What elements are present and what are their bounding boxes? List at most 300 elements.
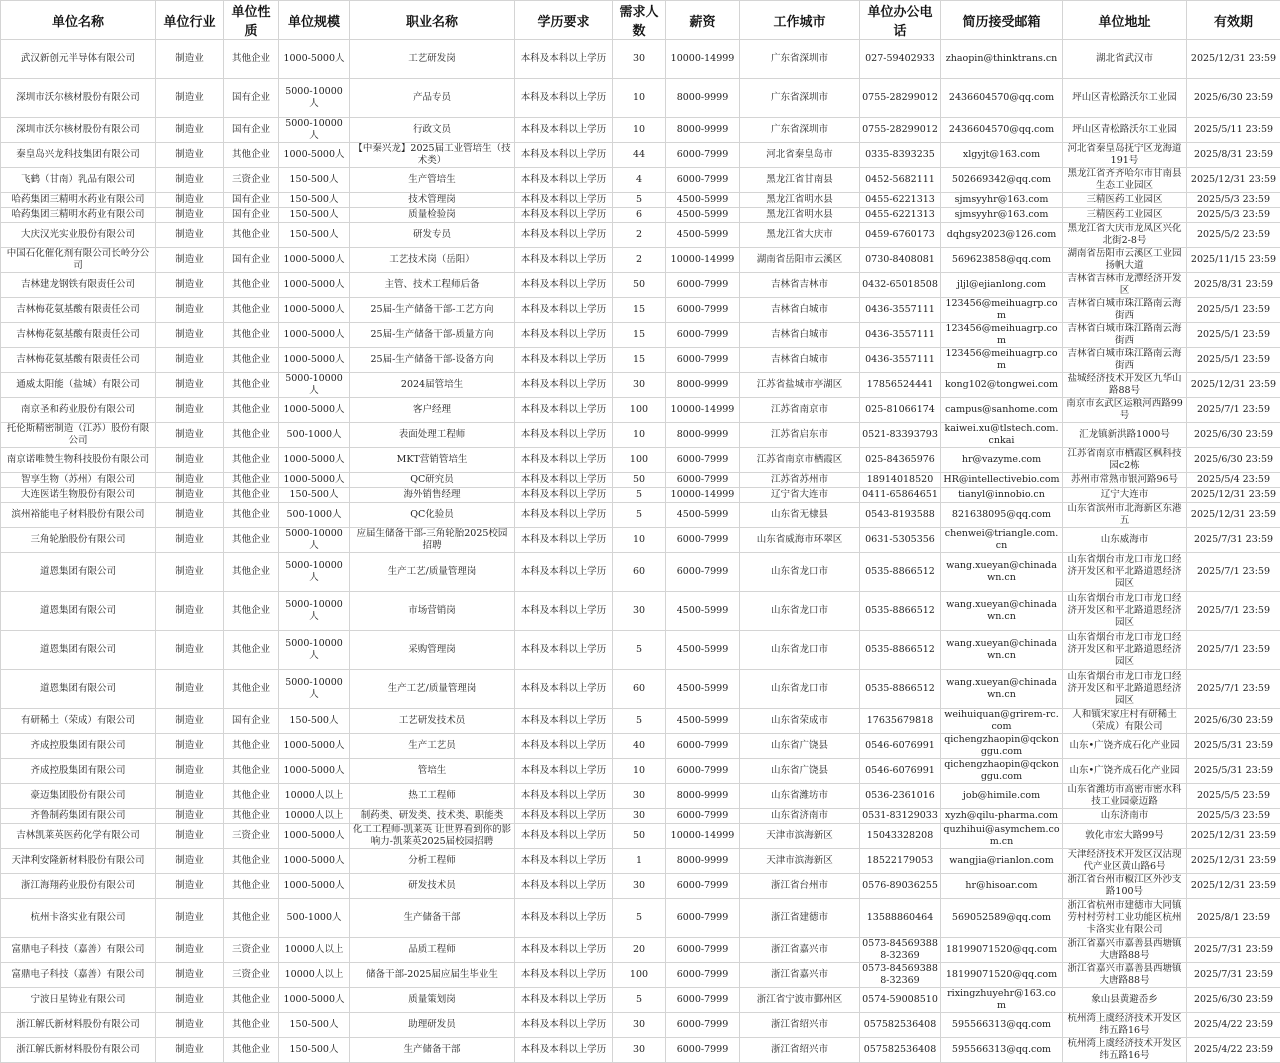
cell-company-type[interactable]: 其他企业 — [224, 503, 279, 528]
cell-company-type[interactable]: 其他企业 — [224, 988, 279, 1013]
cell-address[interactable]: 山东济南市 — [1063, 809, 1187, 824]
cell-headcount[interactable]: 30 — [613, 40, 666, 79]
cell-resume-email[interactable]: 2436604570@qq.com — [941, 79, 1063, 118]
table-row[interactable] — [1, 448, 1280, 473]
cell-education[interactable]: 本科及本科以上学历 — [515, 631, 613, 670]
cell-company-name[interactable]: 大庆汉光实业股份有限公司 — [1, 223, 156, 248]
cell-headcount[interactable]: 10 — [613, 79, 666, 118]
cell-education[interactable]: 本科及本科以上学历 — [515, 398, 613, 423]
cell-salary[interactable]: 6000-7999 — [666, 473, 740, 488]
cell-headcount[interactable]: 60 — [613, 670, 666, 709]
cell-resume-email[interactable]: 123456@meihuagrp.com — [941, 298, 1063, 323]
cell-education[interactable]: 本科及本科以上学历 — [515, 423, 613, 448]
cell-address[interactable]: 山东省潍坊市高密市密水科技工业园豪迈路 — [1063, 784, 1187, 809]
cell-work-city[interactable]: 广东省深圳市 — [740, 40, 860, 79]
cell-education[interactable]: 本科及本科以上学历 — [515, 248, 613, 273]
cell-education[interactable]: 本科及本科以上学历 — [515, 40, 613, 79]
cell-job-title[interactable]: 研发技术员 — [350, 874, 515, 899]
table-row[interactable] — [1, 784, 1280, 809]
cell-job-title[interactable]: 2024届管培生 — [350, 373, 515, 398]
cell-company-size[interactable]: 150-500人 — [279, 1013, 350, 1038]
cell-resume-email[interactable]: job@himile.com — [941, 784, 1063, 809]
header-validity[interactable]: 有效期 — [1187, 1, 1280, 40]
cell-address[interactable]: 三精医药工业园区 — [1063, 193, 1187, 208]
cell-education[interactable]: 本科及本科以上学历 — [515, 528, 613, 553]
cell-company-name[interactable]: 吉林梅花氨基酸有限责任公司 — [1, 323, 156, 348]
cell-headcount[interactable]: 60 — [613, 553, 666, 592]
cell-salary[interactable]: 6000-7999 — [666, 963, 740, 988]
table-row[interactable] — [1, 273, 1280, 298]
cell-validity[interactable]: 2025/7/31 23:59 — [1187, 963, 1280, 988]
cell-address[interactable]: 天津经济技术开发区汉沽现代产业区黄山路6号 — [1063, 849, 1187, 874]
cell-office-phone[interactable]: 0546-6076991 — [860, 759, 941, 784]
cell-salary[interactable]: 6000-7999 — [666, 448, 740, 473]
cell-resume-email[interactable]: kaiwei.xu@tlstech.com.cnkai — [941, 423, 1063, 448]
cell-work-city[interactable]: 浙江省宁波市鄞州区 — [740, 988, 860, 1013]
cell-validity[interactable]: 2025/6/30 23:59 — [1187, 423, 1280, 448]
cell-industry[interactable]: 制造业 — [156, 670, 224, 709]
cell-education[interactable]: 本科及本科以上学历 — [515, 323, 613, 348]
cell-office-phone[interactable]: 0573-845693888-32369 — [860, 938, 941, 963]
cell-company-name[interactable]: 天津利安隆新材料股份有限公司 — [1, 849, 156, 874]
cell-validity[interactable]: 2025/7/31 23:59 — [1187, 938, 1280, 963]
cell-education[interactable]: 本科及本科以上学历 — [515, 488, 613, 503]
cell-salary[interactable]: 4500-5999 — [666, 631, 740, 670]
cell-office-phone[interactable]: 0536-2361016 — [860, 784, 941, 809]
cell-office-phone[interactable]: 0455-6221313 — [860, 208, 941, 223]
cell-address[interactable]: 人和镇宋家庄村有研稀土（荣成）有限公司 — [1063, 709, 1187, 734]
cell-resume-email[interactable]: 2436604570@qq.com — [941, 118, 1063, 143]
cell-company-type[interactable]: 其他企业 — [224, 849, 279, 874]
cell-company-type[interactable]: 国有企业 — [224, 208, 279, 223]
cell-office-phone[interactable]: 0535-8866512 — [860, 670, 941, 709]
cell-company-type[interactable]: 其他企业 — [224, 398, 279, 423]
cell-company-size[interactable]: 5000-10000人 — [279, 528, 350, 553]
cell-headcount[interactable]: 2 — [613, 223, 666, 248]
cell-industry[interactable]: 制造业 — [156, 759, 224, 784]
cell-company-type[interactable]: 其他企业 — [224, 874, 279, 899]
cell-resume-email[interactable]: wang.xueyan@chinadawn.cn — [941, 592, 1063, 631]
table-row[interactable] — [1, 298, 1280, 323]
cell-address[interactable]: 浙江省嘉兴市嘉善县西塘镇大唐路88号 — [1063, 938, 1187, 963]
cell-resume-email[interactable]: rixingzhuyehr@163.com — [941, 988, 1063, 1013]
cell-validity[interactable]: 2025/12/31 23:59 — [1187, 373, 1280, 398]
cell-address[interactable]: 山东省滨州市北海新区东港五 — [1063, 503, 1187, 528]
cell-address[interactable]: 吉林省白城市珠江路南云海街西 — [1063, 298, 1187, 323]
cell-job-title[interactable]: 25届-生产储备干部-设备方向 — [350, 348, 515, 373]
cell-validity[interactable]: 2025/5/11 23:59 — [1187, 118, 1280, 143]
table-row[interactable] — [1, 473, 1280, 488]
cell-industry[interactable]: 制造业 — [156, 448, 224, 473]
cell-address[interactable]: 湖北省武汉市 — [1063, 40, 1187, 79]
cell-industry[interactable]: 制造业 — [156, 473, 224, 488]
cell-office-phone[interactable]: 0755-28299012 — [860, 79, 941, 118]
cell-resume-email[interactable]: wang.xueyan@chinadawn.cn — [941, 631, 1063, 670]
cell-address[interactable]: 辽宁大连市 — [1063, 488, 1187, 503]
cell-address[interactable]: 山东•广饶齐成石化产业园 — [1063, 734, 1187, 759]
cell-resume-email[interactable]: quzhihui@asymchem.com.cn — [941, 824, 1063, 849]
cell-company-type[interactable]: 其他企业 — [224, 631, 279, 670]
cell-validity[interactable]: 2025/12/31 23:59 — [1187, 503, 1280, 528]
cell-company-size[interactable]: 5000-10000人 — [279, 79, 350, 118]
table-row[interactable] — [1, 118, 1280, 143]
cell-company-name[interactable]: 富鼎电子科技（嘉善）有限公司 — [1, 938, 156, 963]
cell-resume-email[interactable]: hr@hisoar.com — [941, 874, 1063, 899]
cell-work-city[interactable]: 江苏省启东市 — [740, 423, 860, 448]
cell-education[interactable]: 本科及本科以上学历 — [515, 473, 613, 488]
cell-headcount[interactable]: 30 — [613, 1013, 666, 1038]
cell-resume-email[interactable]: 569052589@qq.com — [941, 899, 1063, 938]
cell-office-phone[interactable]: 0411-65864651 — [860, 488, 941, 503]
cell-validity[interactable]: 2025/4/22 23:59 — [1187, 1013, 1280, 1038]
cell-company-type[interactable]: 其他企业 — [224, 592, 279, 631]
cell-office-phone[interactable]: 0521-83393793 — [860, 423, 941, 448]
cell-company-size[interactable]: 1000-5000人 — [279, 248, 350, 273]
cell-address[interactable]: 湖南省岳阳市云溪区工业园扬帆大道 — [1063, 248, 1187, 273]
cell-industry[interactable]: 制造业 — [156, 1038, 224, 1063]
cell-company-name[interactable]: 道恩集团有限公司 — [1, 631, 156, 670]
cell-industry[interactable]: 制造业 — [156, 1013, 224, 1038]
cell-validity[interactable]: 2025/12/31 23:59 — [1187, 168, 1280, 193]
cell-education[interactable]: 本科及本科以上学历 — [515, 670, 613, 709]
cell-salary[interactable]: 8000-9999 — [666, 423, 740, 448]
cell-address[interactable]: 浙江省台州市椒江区外沙支路100号 — [1063, 874, 1187, 899]
cell-work-city[interactable]: 浙江省嘉兴市 — [740, 938, 860, 963]
cell-headcount[interactable]: 10 — [613, 423, 666, 448]
cell-headcount[interactable]: 30 — [613, 373, 666, 398]
cell-salary[interactable]: 4500-5999 — [666, 592, 740, 631]
cell-salary[interactable]: 4500-5999 — [666, 709, 740, 734]
cell-work-city[interactable]: 山东省济南市 — [740, 809, 860, 824]
cell-company-size[interactable]: 150-500人 — [279, 208, 350, 223]
cell-work-city[interactable]: 山东省龙口市 — [740, 631, 860, 670]
cell-company-size[interactable]: 150-500人 — [279, 488, 350, 503]
cell-resume-email[interactable]: wangjia@rianlon.com — [941, 849, 1063, 874]
cell-company-size[interactable]: 1000-5000人 — [279, 874, 350, 899]
cell-company-size[interactable]: 5000-10000人 — [279, 553, 350, 592]
table-row[interactable] — [1, 40, 1280, 79]
cell-job-title[interactable]: 生产工艺/质量管理岗 — [350, 670, 515, 709]
header-headcount[interactable]: 需求人数 — [613, 1, 666, 40]
cell-salary[interactable]: 10000-14999 — [666, 40, 740, 79]
cell-company-type[interactable]: 其他企业 — [224, 528, 279, 553]
cell-work-city[interactable]: 山东省广饶县 — [740, 734, 860, 759]
cell-office-phone[interactable]: 027-59402933 — [860, 40, 941, 79]
cell-company-size[interactable]: 500-1000人 — [279, 899, 350, 938]
cell-validity[interactable]: 2025/5/3 23:59 — [1187, 208, 1280, 223]
cell-salary[interactable]: 6000-7999 — [666, 348, 740, 373]
cell-education[interactable]: 本科及本科以上学历 — [515, 759, 613, 784]
cell-salary[interactable]: 6000-7999 — [666, 168, 740, 193]
cell-work-city[interactable]: 江苏省盐城市亭湖区 — [740, 373, 860, 398]
cell-headcount[interactable]: 10 — [613, 528, 666, 553]
cell-company-type[interactable]: 国有企业 — [224, 118, 279, 143]
table-row[interactable] — [1, 488, 1280, 503]
cell-headcount[interactable]: 100 — [613, 963, 666, 988]
cell-office-phone[interactable]: 0436-3557111 — [860, 298, 941, 323]
cell-industry[interactable]: 制造业 — [156, 809, 224, 824]
cell-industry[interactable]: 制造业 — [156, 143, 224, 168]
cell-work-city[interactable]: 山东省龙口市 — [740, 670, 860, 709]
cell-education[interactable]: 本科及本科以上学历 — [515, 849, 613, 874]
cell-industry[interactable]: 制造业 — [156, 168, 224, 193]
cell-company-name[interactable]: 南京诺唯赞生物科技股份有限公司 — [1, 448, 156, 473]
table-row[interactable] — [1, 348, 1280, 373]
table-row[interactable] — [1, 1038, 1280, 1063]
cell-address[interactable]: 山东•广饶齐成石化产业园 — [1063, 759, 1187, 784]
cell-company-size[interactable]: 1000-5000人 — [279, 448, 350, 473]
cell-work-city[interactable]: 吉林省白城市 — [740, 348, 860, 373]
header-work-city[interactable]: 工作城市 — [740, 1, 860, 40]
cell-validity[interactable]: 2025/5/5 23:59 — [1187, 784, 1280, 809]
cell-office-phone[interactable]: 0631-5305356 — [860, 528, 941, 553]
cell-headcount[interactable]: 30 — [613, 1038, 666, 1063]
cell-resume-email[interactable]: sjmsyyhr@163.com — [941, 208, 1063, 223]
cell-address[interactable]: 黑龙江省大庆市龙凤区兴化北街2-8号 — [1063, 223, 1187, 248]
cell-company-type[interactable]: 三资企业 — [224, 824, 279, 849]
cell-headcount[interactable]: 5 — [613, 988, 666, 1013]
cell-work-city[interactable]: 天津市滨海新区 — [740, 849, 860, 874]
cell-education[interactable]: 本科及本科以上学历 — [515, 553, 613, 592]
cell-company-type[interactable]: 其他企业 — [224, 323, 279, 348]
cell-office-phone[interactable]: 057582536408 — [860, 1038, 941, 1063]
cell-validity[interactable]: 2025/7/1 23:59 — [1187, 631, 1280, 670]
cell-office-phone[interactable]: 13588860464 — [860, 899, 941, 938]
cell-company-size[interactable]: 1000-5000人 — [279, 323, 350, 348]
cell-resume-email[interactable]: tianyl@innobio.cn — [941, 488, 1063, 503]
cell-education[interactable]: 本科及本科以上学历 — [515, 963, 613, 988]
cell-office-phone[interactable]: 0730-8408081 — [860, 248, 941, 273]
cell-office-phone[interactable]: 18522179053 — [860, 849, 941, 874]
cell-job-title[interactable]: 市场营销岗 — [350, 592, 515, 631]
cell-industry[interactable]: 制造业 — [156, 193, 224, 208]
cell-work-city[interactable]: 山东省无棣县 — [740, 503, 860, 528]
cell-company-name[interactable]: 滨州裕能电子材料股份有限公司 — [1, 503, 156, 528]
cell-job-title[interactable]: 生产管培生 — [350, 168, 515, 193]
cell-education[interactable]: 本科及本科以上学历 — [515, 143, 613, 168]
cell-company-size[interactable]: 150-500人 — [279, 193, 350, 208]
cell-industry[interactable]: 制造业 — [156, 824, 224, 849]
cell-job-title[interactable]: 25届-生产储备干部-工艺方向 — [350, 298, 515, 323]
cell-job-title[interactable]: MKT营销管培生 — [350, 448, 515, 473]
cell-industry[interactable]: 制造业 — [156, 631, 224, 670]
cell-salary[interactable]: 6000-7999 — [666, 874, 740, 899]
cell-company-name[interactable]: 吉林梅花氨基酸有限责任公司 — [1, 348, 156, 373]
cell-work-city[interactable]: 吉林省白城市 — [740, 298, 860, 323]
cell-company-type[interactable]: 三资企业 — [224, 168, 279, 193]
cell-industry[interactable]: 制造业 — [156, 248, 224, 273]
cell-company-type[interactable]: 其他企业 — [224, 670, 279, 709]
cell-education[interactable]: 本科及本科以上学历 — [515, 709, 613, 734]
cell-resume-email[interactable]: 569623858@qq.com — [941, 248, 1063, 273]
cell-work-city[interactable]: 浙江省绍兴市 — [740, 1038, 860, 1063]
cell-work-city[interactable]: 江苏省苏州市 — [740, 473, 860, 488]
cell-office-phone[interactable]: 0335-8393235 — [860, 143, 941, 168]
cell-salary[interactable]: 4500-5999 — [666, 223, 740, 248]
cell-salary[interactable]: 8000-9999 — [666, 373, 740, 398]
cell-validity[interactable]: 2025/5/3 23:59 — [1187, 809, 1280, 824]
cell-job-title[interactable]: QC化验员 — [350, 503, 515, 528]
cell-industry[interactable]: 制造业 — [156, 709, 224, 734]
header-company-size[interactable]: 单位规模 — [279, 1, 350, 40]
cell-salary[interactable]: 4500-5999 — [666, 193, 740, 208]
cell-salary[interactable]: 6000-7999 — [666, 988, 740, 1013]
cell-company-size[interactable]: 1000-5000人 — [279, 273, 350, 298]
cell-validity[interactable]: 2025/5/4 23:59 — [1187, 473, 1280, 488]
cell-resume-email[interactable]: 123456@meihuagrp.com — [941, 323, 1063, 348]
cell-validity[interactable]: 2025/8/31 23:59 — [1187, 143, 1280, 168]
cell-industry[interactable]: 制造业 — [156, 223, 224, 248]
cell-office-phone[interactable]: 0573-845693888-32369 — [860, 963, 941, 988]
cell-industry[interactable]: 制造业 — [156, 592, 224, 631]
cell-company-size[interactable]: 10000人以上 — [279, 809, 350, 824]
cell-company-size[interactable]: 1000-5000人 — [279, 734, 350, 759]
cell-job-title[interactable]: 主管、技术工程师后备 — [350, 273, 515, 298]
cell-validity[interactable]: 2025/5/1 23:59 — [1187, 348, 1280, 373]
cell-job-title[interactable]: 25届-生产储备干部-质量方向 — [350, 323, 515, 348]
table-row[interactable] — [1, 248, 1280, 273]
cell-office-phone[interactable]: 0436-3557111 — [860, 323, 941, 348]
table-row[interactable] — [1, 963, 1280, 988]
cell-address[interactable]: 吉林省白城市珠江路南云海街西 — [1063, 323, 1187, 348]
cell-headcount[interactable]: 20 — [613, 938, 666, 963]
cell-job-title[interactable]: 助理研发员 — [350, 1013, 515, 1038]
cell-industry[interactable]: 制造业 — [156, 118, 224, 143]
cell-office-phone[interactable]: 0535-8866512 — [860, 631, 941, 670]
cell-headcount[interactable]: 10 — [613, 118, 666, 143]
cell-office-phone[interactable]: 0455-6221313 — [860, 193, 941, 208]
cell-company-type[interactable]: 其他企业 — [224, 448, 279, 473]
cell-company-size[interactable]: 150-500人 — [279, 223, 350, 248]
cell-work-city[interactable]: 广东省深圳市 — [740, 118, 860, 143]
cell-address[interactable]: 苏州市常熟市银河路96号 — [1063, 473, 1187, 488]
cell-job-title[interactable]: 生产储备干部 — [350, 1038, 515, 1063]
cell-industry[interactable]: 制造业 — [156, 79, 224, 118]
cell-job-title[interactable]: 工艺研发技术员 — [350, 709, 515, 734]
cell-office-phone[interactable]: 18914018520 — [860, 473, 941, 488]
header-salary[interactable]: 薪资 — [666, 1, 740, 40]
cell-job-title[interactable]: 【中秦兴龙】2025届工业管培生（技术类） — [350, 143, 515, 168]
cell-company-type[interactable]: 其他企业 — [224, 373, 279, 398]
cell-company-type[interactable]: 其他企业 — [224, 40, 279, 79]
cell-company-name[interactable]: 通威太阳能（盐城）有限公司 — [1, 373, 156, 398]
cell-work-city[interactable]: 黑龙江省大庆市 — [740, 223, 860, 248]
header-job-title[interactable]: 职业名称 — [350, 1, 515, 40]
cell-headcount[interactable]: 30 — [613, 592, 666, 631]
cell-job-title[interactable]: 储备干部-2025届应届生毕业生 — [350, 963, 515, 988]
cell-office-phone[interactable]: 0531-83129033 — [860, 809, 941, 824]
cell-education[interactable]: 本科及本科以上学历 — [515, 988, 613, 1013]
cell-company-size[interactable]: 1000-5000人 — [279, 40, 350, 79]
cell-resume-email[interactable]: wang.xueyan@chinadawn.cn — [941, 670, 1063, 709]
table-row[interactable] — [1, 79, 1280, 118]
cell-work-city[interactable]: 山东省广饶县 — [740, 759, 860, 784]
cell-office-phone[interactable]: 0432-65018508 — [860, 273, 941, 298]
cell-salary[interactable]: 6000-7999 — [666, 528, 740, 553]
cell-resume-email[interactable]: qichengzhaopin@qckonggu.com — [941, 734, 1063, 759]
cell-office-phone[interactable]: 0535-8866512 — [860, 553, 941, 592]
cell-job-title[interactable]: 生产工艺员 — [350, 734, 515, 759]
table-row[interactable] — [1, 193, 1280, 208]
cell-industry[interactable]: 制造业 — [156, 849, 224, 874]
cell-company-type[interactable]: 国有企业 — [224, 248, 279, 273]
cell-company-name[interactable]: 吉林梅花氨基酸有限责任公司 — [1, 298, 156, 323]
cell-job-title[interactable]: 采购管理岗 — [350, 631, 515, 670]
cell-education[interactable]: 本科及本科以上学历 — [515, 298, 613, 323]
cell-work-city[interactable]: 辽宁省大连市 — [740, 488, 860, 503]
cell-job-title[interactable]: QC研究员 — [350, 473, 515, 488]
cell-company-size[interactable]: 1000-5000人 — [279, 348, 350, 373]
cell-education[interactable]: 本科及本科以上学历 — [515, 784, 613, 809]
cell-headcount[interactable]: 5 — [613, 488, 666, 503]
cell-salary[interactable]: 8000-9999 — [666, 849, 740, 874]
cell-work-city[interactable]: 河北省秦皇岛市 — [740, 143, 860, 168]
cell-company-type[interactable]: 其他企业 — [224, 273, 279, 298]
cell-company-size[interactable]: 10000人以上 — [279, 963, 350, 988]
cell-headcount[interactable]: 15 — [613, 298, 666, 323]
cell-education[interactable]: 本科及本科以上学历 — [515, 809, 613, 824]
cell-company-type[interactable]: 国有企业 — [224, 709, 279, 734]
cell-company-type[interactable]: 其他企业 — [224, 473, 279, 488]
cell-company-size[interactable]: 150-500人 — [279, 168, 350, 193]
cell-office-phone[interactable]: 025-84365976 — [860, 448, 941, 473]
cell-address[interactable]: 汇龙镇新洪路1000号 — [1063, 423, 1187, 448]
cell-salary[interactable]: 6000-7999 — [666, 323, 740, 348]
table-row[interactable] — [1, 631, 1280, 670]
cell-company-name[interactable]: 飞鹤（甘南）乳品有限公司 — [1, 168, 156, 193]
table-row[interactable] — [1, 423, 1280, 448]
cell-work-city[interactable]: 浙江省台州市 — [740, 874, 860, 899]
cell-education[interactable]: 本科及本科以上学历 — [515, 193, 613, 208]
cell-company-type[interactable]: 其他企业 — [224, 784, 279, 809]
cell-job-title[interactable]: 生产储备干部 — [350, 899, 515, 938]
cell-company-name[interactable]: 吉林凯莱英医药化学有限公司 — [1, 824, 156, 849]
cell-resume-email[interactable]: 595566313@qq.com — [941, 1038, 1063, 1063]
cell-company-size[interactable]: 10000人以上 — [279, 938, 350, 963]
cell-job-title[interactable]: 品质工程师 — [350, 938, 515, 963]
cell-address[interactable]: 山东省烟台市龙口市龙口经济开发区和平北路道恩经济园区 — [1063, 631, 1187, 670]
cell-company-name[interactable]: 浙江解氏新材料股份有限公司 — [1, 1038, 156, 1063]
cell-salary[interactable]: 10000-14999 — [666, 488, 740, 503]
cell-company-size[interactable]: 5000-10000人 — [279, 373, 350, 398]
cell-work-city[interactable]: 浙江省建德市 — [740, 899, 860, 938]
cell-company-size[interactable]: 1000-5000人 — [279, 759, 350, 784]
cell-resume-email[interactable]: zhaopin@thinktrans.cn — [941, 40, 1063, 79]
cell-job-title[interactable]: 研发专员 — [350, 223, 515, 248]
cell-salary[interactable]: 6000-7999 — [666, 809, 740, 824]
cell-industry[interactable]: 制造业 — [156, 553, 224, 592]
cell-office-phone[interactable]: 0755-28299012 — [860, 118, 941, 143]
cell-company-type[interactable]: 其他企业 — [224, 143, 279, 168]
cell-company-name[interactable]: 吉林建龙钢铁有限责任公司 — [1, 273, 156, 298]
cell-industry[interactable]: 制造业 — [156, 963, 224, 988]
cell-validity[interactable]: 2025/12/31 23:59 — [1187, 824, 1280, 849]
cell-company-name[interactable]: 托伦斯精密制造（江苏）股份有限公司 — [1, 423, 156, 448]
cell-headcount[interactable]: 15 — [613, 323, 666, 348]
cell-address[interactable]: 浙江省嘉兴市嘉善县西塘镇大唐路88号 — [1063, 963, 1187, 988]
cell-resume-email[interactable]: xyzh@qilu-pharma.com — [941, 809, 1063, 824]
cell-validity[interactable]: 2025/5/2 23:59 — [1187, 223, 1280, 248]
header-office-phone[interactable]: 单位办公电话 — [860, 1, 941, 40]
cell-office-phone[interactable]: 17856524441 — [860, 373, 941, 398]
cell-address[interactable]: 浙江省杭州市建德市大同镇劳村村劳村工业功能区杭州卡洛实业有限公司 — [1063, 899, 1187, 938]
cell-company-name[interactable]: 有研稀土（荣成）有限公司 — [1, 709, 156, 734]
cell-company-name[interactable]: 秦皇岛兴龙科技集团有限公司 — [1, 143, 156, 168]
table-row[interactable] — [1, 899, 1280, 938]
cell-address[interactable]: 黑龙江省齐齐哈尔市甘南县生态工业园区 — [1063, 168, 1187, 193]
cell-address[interactable]: 三精医药工业园区 — [1063, 208, 1187, 223]
table-row[interactable] — [1, 938, 1280, 963]
